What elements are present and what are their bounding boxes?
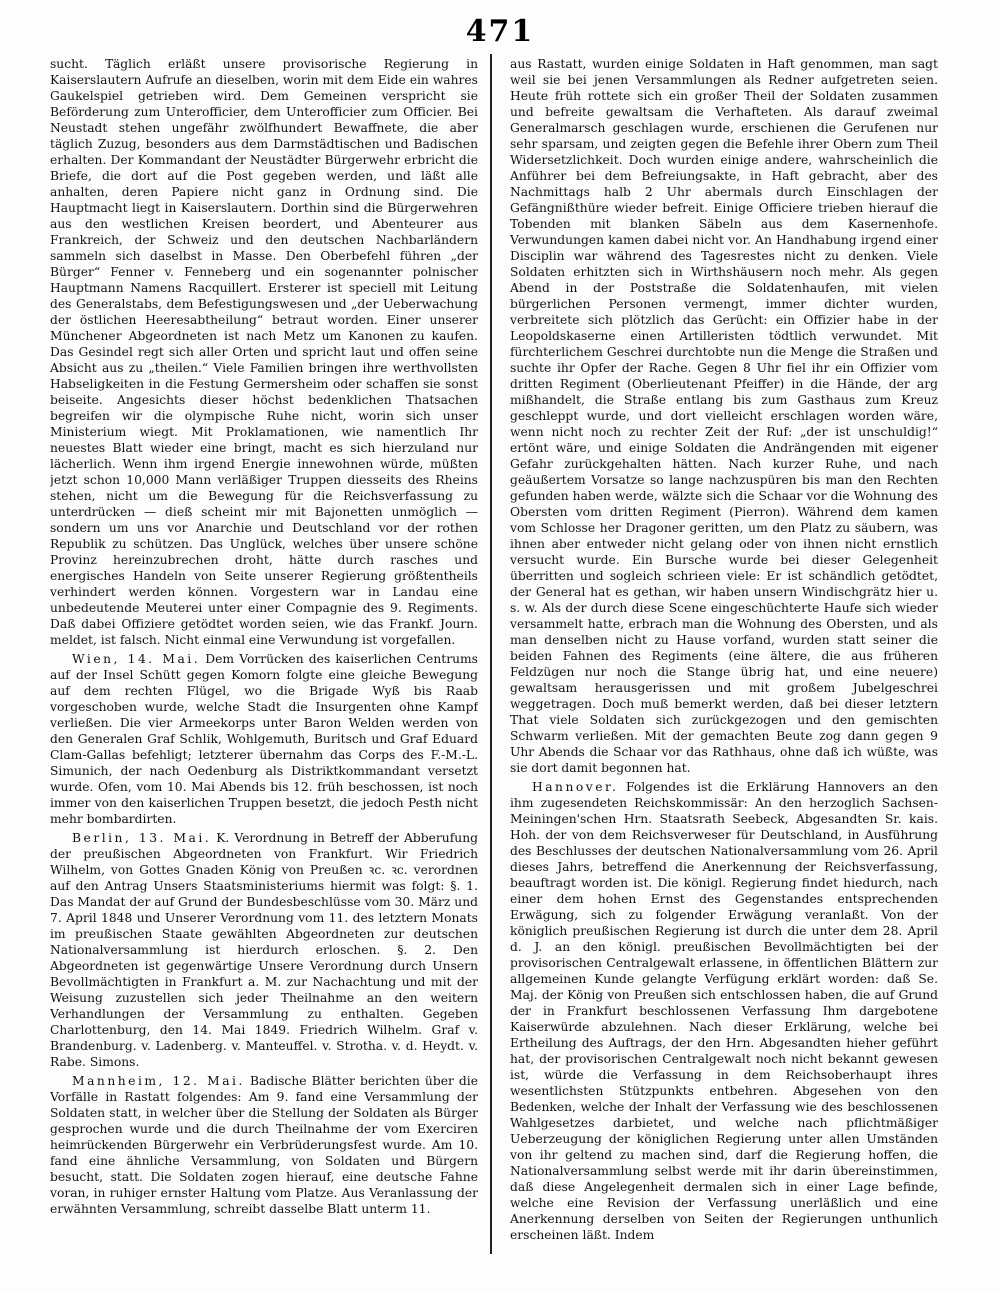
article-text: aus Rastatt, wurden einige Soldaten in Haft genommen, man sagt weil sie bei jenen Versammlungen als Redner aufgetreten seien. Heute früh rottete sich ein großer Theil der Soldaten zusammen und befreite gewaltsam die Verhafteten. Als darauf zweimal Generalmarsch geschlagen wurde, erschienen die Gerufenen nur sehr sparsam, und zeigten gegen die Befehle ihrer Obern zum Theil Widersetzlichkeit. Doch wurden einige andere, wahrscheinlich die Anführer bei dem Befreiungsakte, in Haft gebracht, aber des Nachmittags halb 2 Uhr abermals durch Einschlagen der Gefängnißthüre wieder befreit. Einige Officiere trieben hierauf die Tobenden mit blanken Säbeln aus dem Kasernenhofe. Verwundungen kamen dabei nicht vor. An Handhabung irgend einer Disciplin war während des Tagesrestes nicht zu denken. Viele Soldaten erhitzten sich in Wirthshäusern noch mehr. Als gegen Abend in der Poststraße die Soldatenhaufen, mit vielen bürgerlichen Personen vermengt, immer dichter wurden, verbreitete sich plötzlich das Gerücht: ein Offizier habe in der Leopoldskaserne einen Artilleristen tödtlich verwundet. Mit fürchterlichem Geschrei durchtobte nun die Menge die Straßen und suchte ihr Opfer der Rache. Gegen 8 Uhr fiel ihr ein Offizier vom dritten Regiment (Oberlieutenant Pfeiffer) in die Hände, der arg mißhandelt, die Straße entlang bis zum Gasthaus zum Kreuz geschleppt wurde, und dort vielleicht erschlagen worden wäre, wenn nicht noch zu rechter Zeit der Ruf: „der ist unschuldig!“ ertönt wäre, und einige Soldaten die Andrängenden mit eigener Gefahr zurückgehalten hätten. Nach kurzer Ruhe, und nach geäußertem Vorsatze so lange nachzuspüren bis man den Rechten gefunden haben werde, wälzte sich die Schaar vor die Wohnung des Obersten vom dritten Regiment (Pierron). Während dem kamen vom Schlosse her Dragoner geritten, um den Platz zu säubern, was ihnen aber entweder nicht gelang oder von ihnen nicht ernstlich versucht wurde. Ein Bursche wurde bei dieser Gelegenheit überritten und sogleich schrieen viele: Er ist schändlich getödtet, der General hat es gethan, wir haben unsern Windischgrätz hier u. s. w. Als der durch diese Scene eingeschüchterte Haufe sich wieder versammelt hatte, erbrach man die Wohnung des Obersten, und als man denselben nicht zu Hause vorfand, wurden statt seiner die beiden Fahnen des Regiments (eine ältere, die aus früheren Feldzügen nur noch die Stange übrig hat, und eine neuere) gewaltsam herausgerissen und mit großem Jubelgeschrei weggetragen. Doch muß bemerkt werden, daß bei dieser letztern That viele Soldaten sich zurückgezogen und den gemischten Schwarm verließen. Mit der gemachten Beute zog dann gegen 9 Uhr Abends die Schaar vor das Rathhaus, ohne daß ich wüßte, was sie dort damit begonnen hat.: [510, 57, 938, 775]
page-number: 471: [465, 14, 535, 49]
dateline: Wien, 14. Mai.: [72, 652, 201, 666]
article-hannover: [510, 779, 938, 1243]
article-text: Badische Blätter berichten über die Vorfälle in Rastatt folgendes: Am 9. fand eine Versammlung der Soldaten statt, in welcher über die Stellung der Soldaten als Bürger gesprochen wurde und die durch Theilnahme der vom Exerciren heimrückenden Bürgerwehr ein Verbrüderungsfest wurde. Am 10. fand eine ähnliche Versammlung, von Soldaten und Bürgern besucht, statt. Die Soldaten zogen hierauf, eine deutsche Fahne voran, in ruhiger ernster Haltung vom Platze. Aus Veranlassung der erwähnten Versammlung, schreibt dasselbe Blatt unterm 11.: [50, 1074, 478, 1216]
article-berlin: [50, 830, 478, 1070]
right-column: [510, 56, 938, 1271]
column-divider: [490, 54, 492, 1254]
article-vienna: [50, 651, 478, 827]
article-paragraph: [50, 56, 478, 648]
article-text: K. Verordnung in Betreff der Abberufung der preußischen Abgeordneten von Frankfurt. Wir Friedrich Wilhelm, von Gottes Gnaden König von Preußen ꝛc. ꝛc. verordnen auf den Antrag Unsers Staatsministeriums hiermit was folgt: §. 1. Das Mandat der auf Grund der Bundesbeschlüsse vom 30. März und 7. April 1848 und Unserer Verordnung vom 11. des letztern Monats im preußischen Staate gewählten Abgeordneten zur deutschen Nationalversammlung ist hierdurch erloschen. §. 2. Den Abgeordneten ist gegenwärtige Unsere Verordnung durch Unsern Bevollmächtigten in Frankfurt a. M. zur Nachachtung und mit der Weisung zuzustellen sich jeder Theilnahme an den weitern Verhandlungen der Versammlung zu enthalten. Gegeben Charlottenburg, den 14. Mai 1849. Friedrich Wilhelm. Graf v. Brandenburg. v. Ladenberg. v. Manteuffel. v. Strotha. v. d. Heydt. v. Rabe. Simons.: [50, 831, 478, 1069]
article-text: Dem Vorrücken des kaiserlichen Centrums auf der Insel Schütt gegen Komorn folgte eine gleiche Bewegung auf dem rechten Flügel, wo die Brigade Wyß bis Raab vorgeschoben wurde, welche Stadt die Insurgenten ohne Kampf verließen. Die vier Armeekorps unter Baron Welden werden von den Generalen Graf Schlik, Wohlgemuth, Buritsch und Graf Eduard Clam-Gallas befehligt; letzterer übernahm das Corps des F.-M.-L. Simunich, der nach Oedenburg als Distriktkommandant versetzt wurde. Ofen, vom 10. Mai Abends bis 12. früh beschossen, ist noch immer von den kaiserlichen Truppen besetzt, die jedoch Pesth nicht mehr bombardirten.: [50, 652, 478, 826]
article-text: sucht. Täglich erläßt unsere provisorische Regierung in Kaiserslautern Aufrufe an dieselben, worin mit dem Eide ein wahres Gaukelspiel getrieben wird. Dem Gemeinen verspricht sie Beförderung zum Unterofficier, dem Unterofficier zum Officier. Bei Neustadt stehen ungefähr zwölfhundert Bewaffnete, die aber täglich Zuzug, besonders aus dem Darmstädtischen und Badischen erhalten. Der Kommandant der Neustädter Bürgerwehr erbricht die Briefe, die dort auf die Post gegeben werden, und läßt alle anhalten, deren Papiere nicht ganz in Ordnung sind. Die Hauptmacht liegt in Kaiserslautern. Dorthin sind die Bürgerwehren aus den westlichen Kreisen beordert, und Abenteurer aus Frankreich, der Schweiz und den deutschen Nachbarländern sammeln sich daselbst in Masse. Den Oberbefehl führen „der Bürger“ Fenner v. Fenneberg und ein sogenannter polnischer Hauptmann Namens Racquillert. Ersterer ist speciell mit Leitung des Generalstabs, dem Befestigungswesen und „der Ueberwachung der östlichen Heeresabtheilung“ betraut worden. Einer unserer Münchener Abgeordneten ist nach Metz um Kanonen zu kaufen. Das Gesindel regt sich aller Orten und spricht laut und offen seine Absicht aus zu „theilen.“ Viele Familien bringen ihre werthvollsten Habseligkeiten in die Festung Germersheim oder schaffen sie sonst beiseite. Angesichts dieser höchst bedenklichen Thatsachen begreifen wir die olympische Ruhe nicht, worin sich unser Ministerium wiegt. Mit Proklamationen, wie namentlich Ihr neuestes Blatt wieder eine bringt, macht es sich hierzuland nur lächerlich. Wenn ihm irgend Energie innewohnen würde, müßten jetzt schon 10,000 Mann verläßiger Truppen diesseits des Rheins stehen, nicht um die Bewegung für die Reichsverfassung zu unterdrücken — dieß scheint mir mit Bajonetten unmöglich — sondern um uns vor Anarchie und Deutschland vor der rothen Republik zu schützen. Das Unglück, welches über unsere schöne Provinz hereinzubrechen droht, hätte durch rasches und energisches Handeln von Seite unserer Regierung größtentheils verhindert werden können. Vorgestern war in Landau eine unbedeutende Meuterei unter einer Compagnie des 9. Regiments. Daß dabei Offiziere getödtet worden seien, wie das Frankf. Journ. meldet, ist falsch. Nicht einmal eine Verwundung ist vorgefallen.: [50, 57, 478, 647]
article-paragraph: [510, 56, 938, 776]
article-text: Folgendes ist die Erklärung Hannovers an den ihm zugesendeten Reichskommissär: An den herzoglich Sachsen-Meiningen'schen Hrn. Staatsrath Seebeck, Abgesandten Sr. kais. Hoh. der von dem Reichsverweser für Deutschland, in Ausführung des Beschlusses der deutschen Nationalversammlung vom 26. April dieses Jahrs, betreffend die Anerkennung der Reichsverfassung, beauftragt worden ist. Die königl. Regierung findet hiedurch, nach einer dem hohen Ernst des Gegenstandes entsprechenden Erwägung, sich zu folgender Erwägung veranlaßt. Von der königlich preußischen Regierung ist durch die unter dem 28. April d. J. an den königl. preußischen Bevollmächtigten bei der provisorischen Centralgewalt erlassene, in öffentlichen Blättern zur allgemeinen Kunde gelangte Verfügung erklärt worden: daß Se. Maj. der König von Preußen sich entschlossen haben, die auf Grund der in Frankfurt beschlossenen Verfassung Ihm dargebotene Kaiserwürde abzulehnen. Nach dieser Erklärung, welche bei Ertheilung des Auftrags, der den Hrn. Abgesandten hieher geführt hat, der provisorischen Centralgewalt noch nicht bekannt gewesen ist, würde die Verfassung in dem Reichsoberhaupt ihres wesentlichsten Stützpunkts entbehren. Abgesehen von den Bedenken, welche der Inhalt der Verfassung wie des beschlossenen Wahlgesetzes darbietet, und welche nach pflichtmäßiger Ueberzeugung der königlichen Regierung unter allen Umständen von ihr geltend zu machen sind, darf die Regierung hoffen, die Nationalversammlung selbst werde mit ihr darin übereinstimmen, daß diese Angelegenheit dermalen sich in einer Lage befinde, welche eine Revision der Verfassung unerläßlich und eine Anerkennung derselben von Seiten der Regierungen unthunlich erscheinen läßt. Indem: [510, 780, 938, 1242]
dateline: Hannover.: [532, 780, 619, 794]
dateline: Mannheim, 12. Mai.: [72, 1074, 245, 1088]
left-column: [50, 56, 478, 1271]
article-mannheim: [50, 1073, 478, 1217]
dateline: Berlin, 13. Mai.: [72, 831, 212, 845]
